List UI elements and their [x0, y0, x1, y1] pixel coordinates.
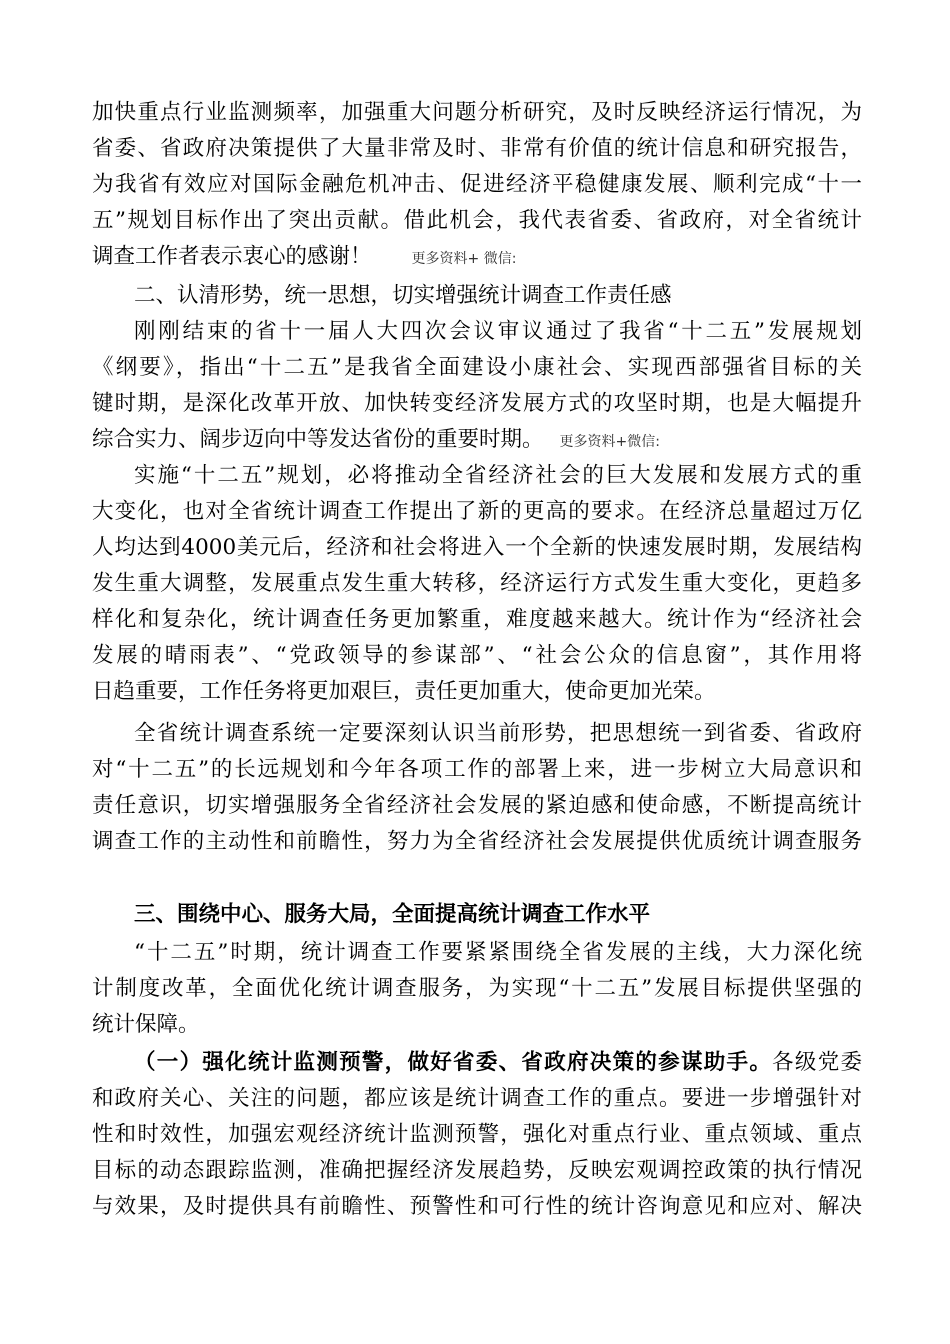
text-line: “十二五”时期，统计调查工作要紧紧围绕全省发展的主线，大力深化统: [134, 940, 862, 965]
text-line: 对“十二五”的长远规划和今年各项工作的部署上来，进一步树立大局意识和: [92, 757, 862, 782]
text-fragment: 综合实力、阔步迈向中等发达省份的重要时期。: [92, 427, 544, 452]
text-line: 性和时效性，加强宏观经济统计监测预警，强化对重点行业、重点领域、重点: [92, 1122, 862, 1147]
text-line: 样化和复杂化，统计调查任务更加繁重，难度越来越大。统计作为“经济社会: [92, 607, 862, 632]
text-line: 大变化，也对全省统计调查工作提出了新的更高的要求。在经济总量超过万亿: [92, 499, 862, 524]
text-line: 日趋重要，工作任务将更加艰巨，责任更加重大，使命更加光荣。: [92, 679, 716, 704]
text-line: 五”规划目标作出了突出贡献。借此机会，我代表省委、省政府，对全省统计: [92, 208, 862, 233]
text-line: 发展的晴雨表”、“党政领导的参谋部”、“社会公众的信息窗”，其作用将: [92, 643, 862, 668]
text-line: 计制度改革，全面优化统计调查服务，为实现“十二五”发展目标提供坚强的: [92, 976, 862, 1001]
text-line: 加快重点行业监测频率，加强重大问题分析研究，及时反映经济运行情况，为: [92, 100, 862, 125]
text-fragment: 各级党委: [772, 1050, 862, 1075]
text-line: [92, 242, 862, 274]
text-line: 刚刚结束的省十一届人大四次会议审议通过了我省“十二五”发展规划: [134, 319, 862, 344]
text-line: 省委、省政府决策提供了大量非常及时、非常有价值的统计信息和研究报告，: [92, 136, 862, 161]
text-line: 和政府关心、关注的问题，都应该是统计调查工作的重点。要进一步增强针对: [92, 1086, 862, 1111]
text-line: 为我省有效应对国际金融危机冲击、促进经济平稳健康发展、顺利完成“十一: [92, 172, 862, 197]
subsection-title: （一）强化统计监测预警，做好省委、省政府决策的参谋助手。: [134, 1050, 773, 1075]
text-line: 责任意识，切实增强服务全省经济社会发展的紧迫感和使命感，不断提高统计: [92, 793, 862, 818]
text-line: 调查工作的主动性和前瞻性，努力为全省经济社会发展提供优质统计调查服务: [92, 829, 862, 854]
watermark-note: 更多资料+微信:: [559, 434, 660, 450]
text-line: 目标的动态跟踪监测，准确把握经济发展趋势，反映宏观调控政策的执行情况: [92, 1158, 862, 1183]
text-line: 实施“十二五”规划，必将推动全省经济社会的巨大发展和发展方式的重: [134, 463, 862, 488]
text-line: 统计保障。: [92, 1012, 200, 1037]
text-line: 人均达到4000美元后，经济和社会将进入一个全新的快速发展时期，发展结构: [92, 535, 862, 560]
text-line: 发生重大调整，发展重点发生重大转移，经济运行方式发生重大变化，更趋多: [92, 571, 862, 596]
text-line: 全省统计调查系统一定要深刻认识当前形势，把思想统一到省委、省政府: [134, 721, 862, 746]
text-line: [92, 425, 862, 457]
text-line: 与效果，及时提供具有前瞻性、预警性和可行性的统计咨询意见和应对、解决: [92, 1194, 862, 1219]
text-line: 《纲要》，指出“十二五”是我省全面建设小康社会、实现西部强省目标的关: [92, 355, 862, 380]
watermark-note: 更多资料+ 微信:: [411, 251, 517, 267]
text-fragment: 调查工作者表示衷心的感谢！: [92, 244, 372, 269]
section-heading: 三、围绕中心、服务大局，全面提高统计调查工作水平: [134, 902, 651, 927]
section-heading: 二、认清形势，统一思想，切实增强统计调查工作责任感: [134, 283, 672, 308]
text-line: 键时期，是深化改革开放、加快转变经济发展方式的攻坚时期，也是大幅提升: [92, 391, 862, 416]
text-line: [134, 1048, 862, 1078]
